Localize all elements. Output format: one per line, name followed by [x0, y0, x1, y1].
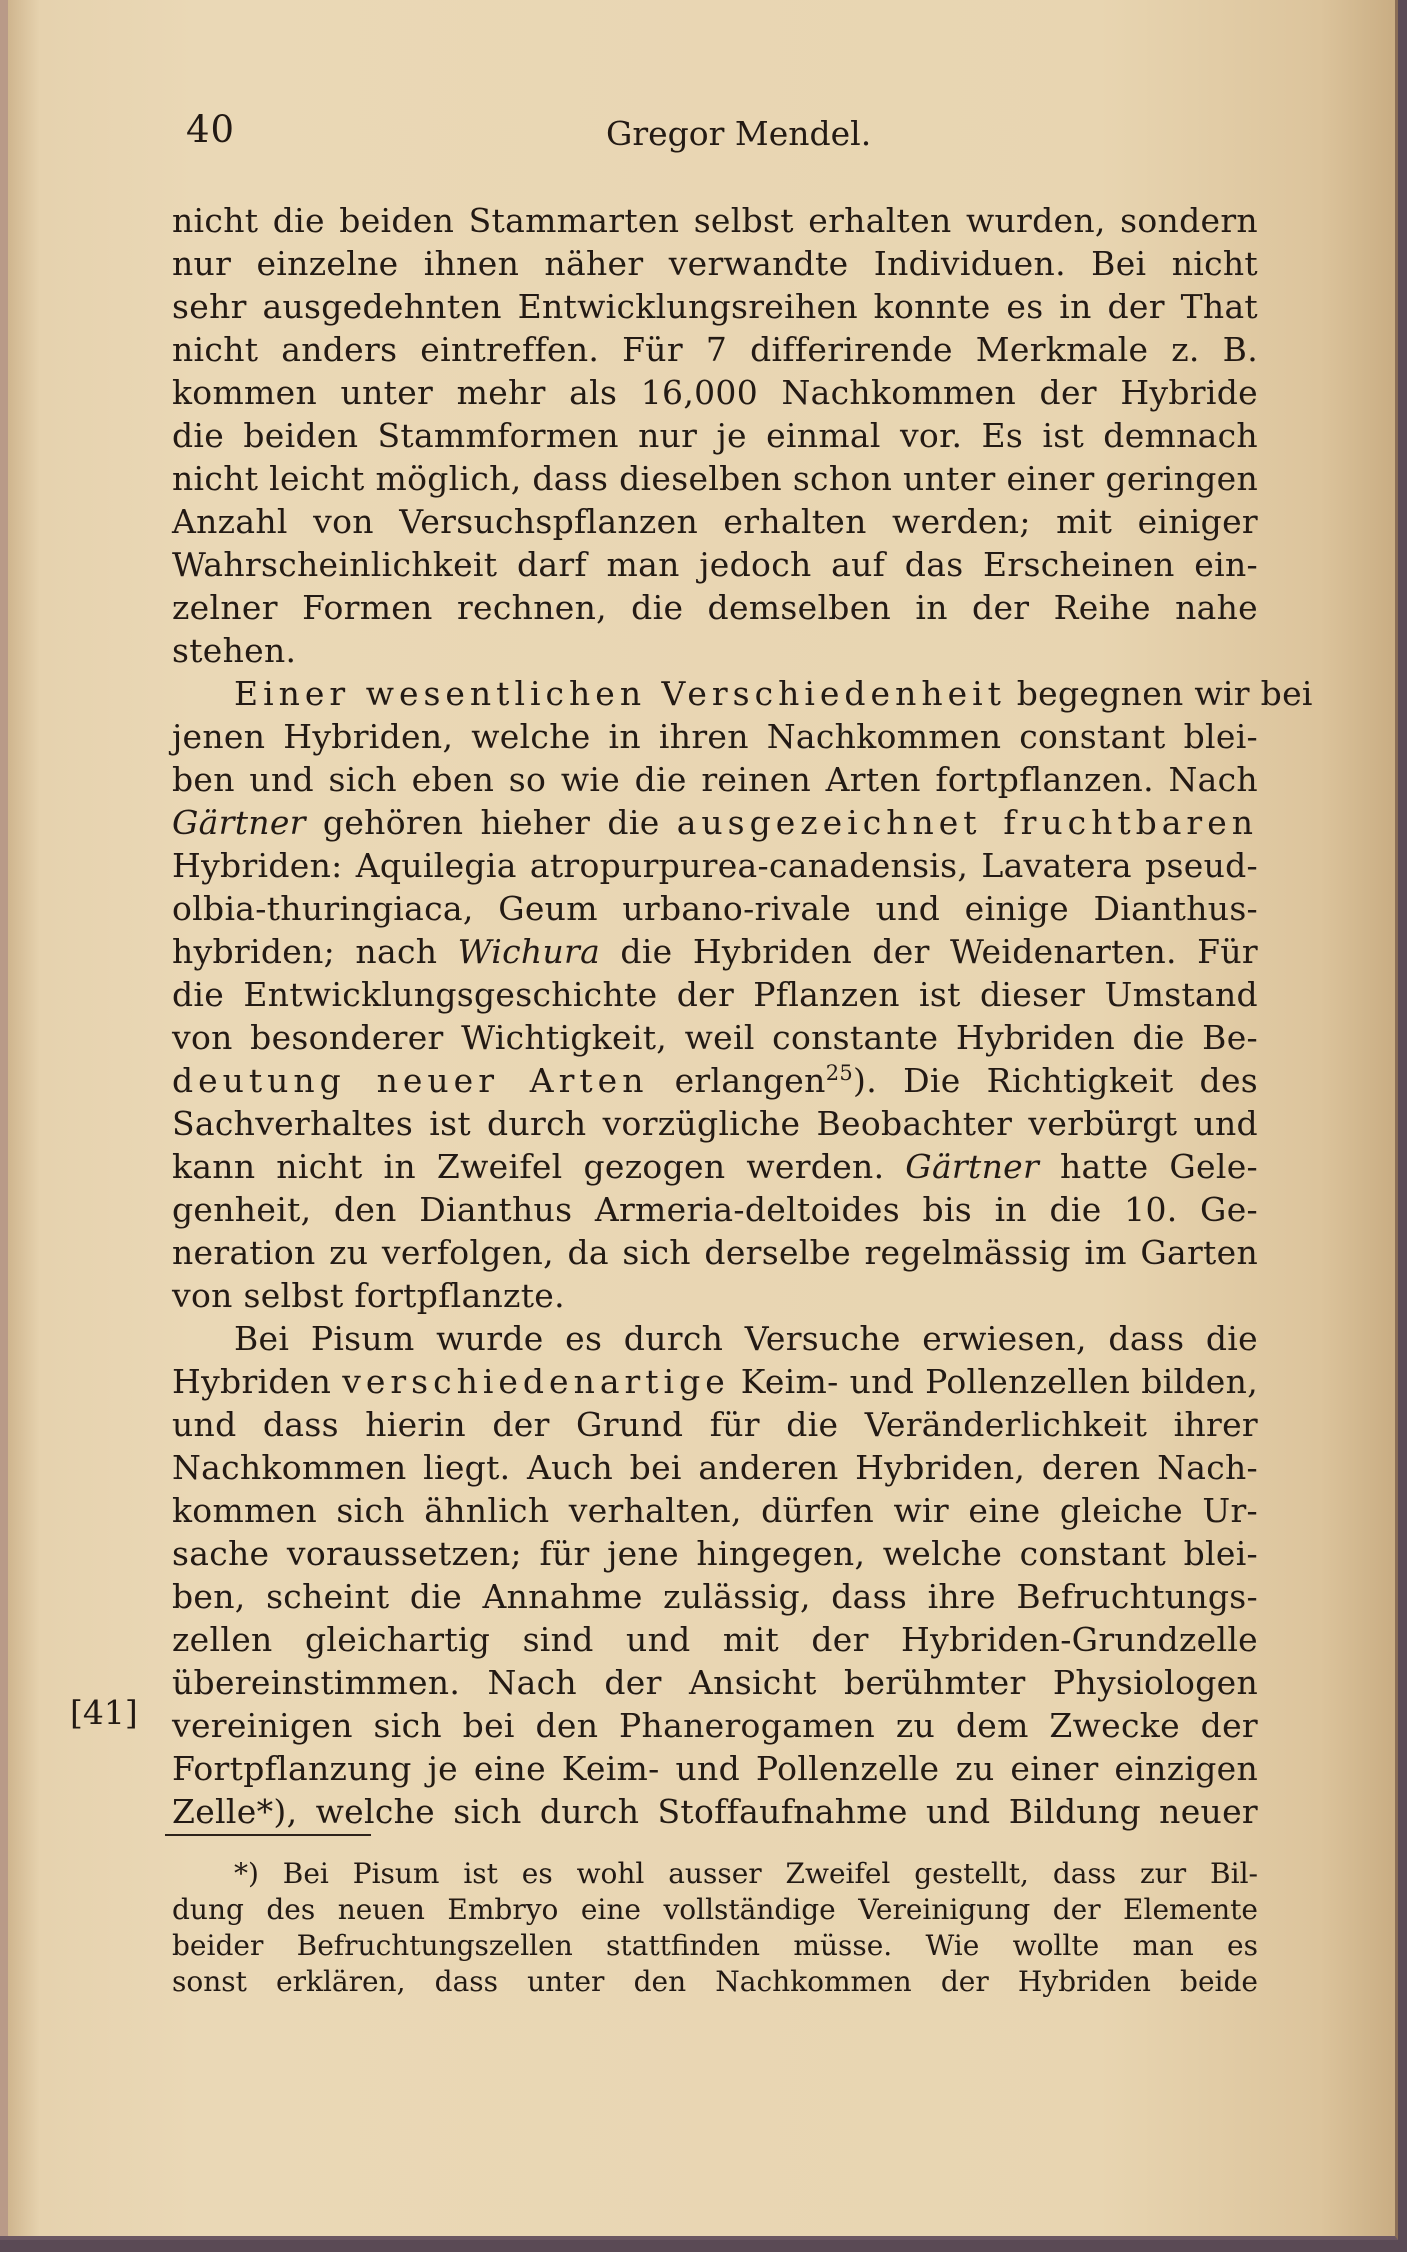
text-line: jenen Hybriden, welche in ihren Nachkommen constant blei-: [172, 717, 1258, 756]
footnote-line: *) Bei Pisum ist es wohl ausser Zweifel gestellt, dass zur Bil-: [234, 1857, 1258, 1890]
spaced-text: verschiedenartige: [342, 1362, 730, 1401]
text-line: genheit, den Dianthus Armeria-deltoides bis in die 10. Ge-: [172, 1190, 1258, 1229]
spaced-text: deutung neuer Arten: [172, 1061, 649, 1100]
text-line: [172, 1146, 1258, 1188]
footnote-reference: 25: [825, 1061, 854, 1085]
text-line: Nachkommen liegt. Auch bei anderen Hybriden, deren Nach-: [172, 1448, 1258, 1487]
text-span: Keim- und Pollenzellen bilden,: [729, 1362, 1258, 1401]
text-span: Hybriden: [172, 1362, 343, 1401]
text-span: begegnen wir bei: [1005, 674, 1313, 713]
text-line: von selbst fortpflanzte.: [172, 1276, 565, 1315]
page-binding-edge: [0, 0, 8, 2236]
text-line: zelner Formen rechnen, die demselben in der Reihe nahe: [172, 588, 1258, 627]
footnote-line: dung des neuen Embryo eine vollständige Vereinigung der Elemente: [172, 1893, 1258, 1926]
text-span: hatte Gele-: [1039, 1147, 1258, 1186]
page-header: [186, 108, 1266, 168]
text-line: Bei Pisum wurde es durch Versuche erwiesen, dass die: [234, 1319, 1258, 1358]
text-line: stehen.: [172, 631, 297, 670]
margin-page-reference: [41]: [70, 1693, 138, 1732]
text-line: nicht leicht möglich, dass dieselben schon unter einer geringen: [172, 459, 1258, 498]
page-number: 40: [186, 108, 236, 151]
text-line: ben und sich eben so wie die reinen Arten fortpflanzen. Nach: [172, 760, 1258, 799]
text-line: [172, 802, 1258, 844]
italic-name: Gärtner: [172, 803, 306, 842]
text-line: [172, 1060, 1258, 1102]
footnote-line: sonst erklären, dass unter den Nachkommen der Hybriden beide: [172, 1965, 1258, 1998]
text-line: [172, 1361, 1258, 1403]
text-span: erlangen: [648, 1061, 826, 1100]
text-line: Sachverhaltes ist durch vorzügliche Beobachter verbürgt und: [172, 1104, 1258, 1143]
text-span: gehören hieher die: [305, 803, 677, 842]
text-line: ben, scheint die Annahme zulässig, dass ihre Befruchtungs-: [172, 1577, 1258, 1616]
text-span: kann nicht in Zweifel gezogen werden.: [172, 1147, 906, 1186]
text-line: [172, 673, 1313, 715]
text-line: olbia-thuringiaca, Geum urbano-rivale und einige Dianthus-: [172, 889, 1258, 928]
text-line: die Entwicklungsgeschichte der Pflanzen ist dieser Umstand: [172, 975, 1258, 1014]
text-span: ). Die Richtigkeit des: [853, 1061, 1259, 1100]
italic-name: Wichura: [457, 932, 601, 971]
running-head: Gregor Mendel.: [606, 114, 872, 153]
footnote-line: beider Befruchtungszellen stattfinden müsse. Wie wollte man es: [172, 1929, 1258, 1962]
text-line: nicht die beiden Stammarten selbst erhalten wurden, sondern: [172, 201, 1258, 240]
text-line: vereinigen sich bei den Phanerogamen zu dem Zwecke der: [172, 1706, 1258, 1745]
text-span: hybriden; nach: [172, 932, 458, 971]
text-line: nur einzelne ihnen näher verwandte Individuen. Bei nicht: [172, 244, 1258, 283]
text-line: sehr ausgedehnten Entwicklungsreihen konnte es in der That: [172, 287, 1258, 326]
text-line: Anzahl von Versuchspflanzen erhalten werden; mit einiger: [172, 502, 1258, 541]
text-line: kommen unter mehr als 16,000 Nachkommen der Hybride: [172, 373, 1258, 412]
text-line: die beiden Stammformen nur je einmal vor. Es ist demnach: [172, 416, 1258, 455]
text-line: Hybriden: Aquilegia atropurpurea-canadensis, Lavatera pseud-: [172, 846, 1258, 885]
text-line: Fortpflanzung je eine Keim- und Pollenzelle zu einer einzigen: [172, 1749, 1258, 1788]
text-line: Wahrscheinlichkeit darf man jedoch auf das Erscheinen ein-: [172, 545, 1258, 584]
text-line: von besonderer Wichtigkeit, weil constante Hybriden die Be-: [172, 1018, 1258, 1057]
text-line: und dass hierin der Grund für die Veränderlichkeit ihrer: [172, 1405, 1258, 1444]
spaced-text: Einer wesentlichen Verschiedenheit: [234, 674, 1006, 713]
text-line: zellen gleichartig sind und mit der Hybriden-Grundzelle: [172, 1620, 1258, 1659]
text-line: kommen sich ähnlich verhalten, dürfen wir eine gleiche Ur-: [172, 1491, 1258, 1530]
text-line: [172, 931, 1258, 973]
spaced-text: ausgezeichnet fruchtbaren: [676, 803, 1258, 842]
text-line: nicht anders eintreffen. Für 7 differirende Merkmale z. B.: [172, 330, 1258, 369]
text-span: die Hybriden der Weidenarten. Für: [600, 932, 1258, 971]
italic-name: Gärtner: [905, 1147, 1040, 1186]
text-line: übereinstimmen. Nach der Ansicht berühmter Physiologen: [172, 1663, 1258, 1702]
text-line: sache voraussetzen; für jene hingegen, welche constant blei-: [172, 1534, 1258, 1573]
text-line: neration zu verfolgen, da sich derselbe regelmässig im Garten: [172, 1233, 1258, 1272]
footnote-divider: [165, 1834, 371, 1836]
text-line: Zelle*), welche sich durch Stoffaufnahme und Bildung neuer: [172, 1792, 1258, 1831]
